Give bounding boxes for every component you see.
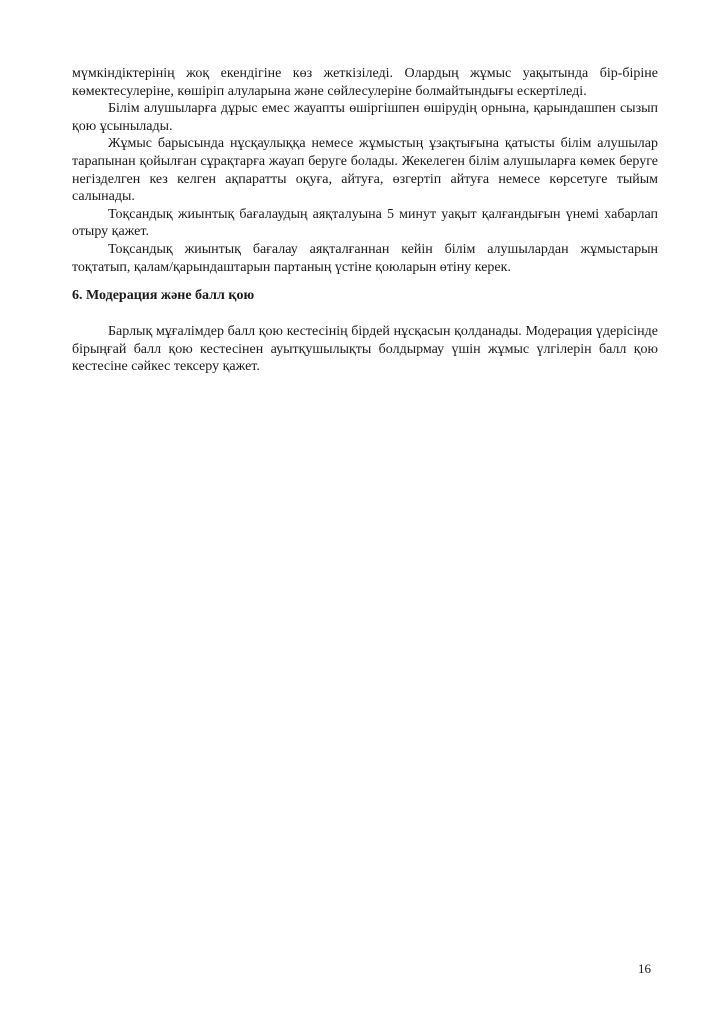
page-number: 16 [638,961,651,976]
paragraph-time-warning: Тоқсандық жиынтық бағалаудың аяқталуына 5 минут уақыт қалғандығын үнемі хабарлап отыру қажет. [72,206,658,240]
paragraph-end-of-assessment: Тоқсандық жиынтық бағалау аяқталғаннан кейін білім алушылардан жұмыстарын тоқтатып, қалам/қарындаштарын партаның үстіне қоюларын өтіну керек. [72,241,658,275]
paragraph-continuation: мүмкіндіктерінің жоқ екендігіне көз жеткізіледі. Олардың жұмыс уақытында бір-біріне көмектесулеріне, көшіріп алуларына және сөйлесулеріне болмайтындығы ескертіледі. [72,66,658,99]
paragraph-moderation: Барлық мұғалімдер балл қою кестесінің бірдей нұсқасын қолданады. Модерация үдерісінде бірыңғай балл қою кестесінен ауытқушылықты болдырмау үшін жұмыс үлгілерін балл қою кестесіне сәйкес тексеру қажет. [72,324,658,375]
paragraph-questions-policy: Жұмыс барысында нұсқаулыққа немесе жұмыстың ұзақтығына қатысты білім алушылар тарапынан қойылған сұрақтарға жауап беруге болады. Жекелеген білім алушыларға көмек беруге негізделген кез келген ақпаратты оқуға, айтуға, өзгертіп айтуға немесе көрсетуге тыйым салынады. [72,136,658,205]
body-text-continued [72,65,658,276]
paragraph-eraser-advice: Білім алушыларға дұрыс емес жауапты өшіргішпен өшірудің орнына, қарындашпен сызып қою ұсынылады. [72,101,658,134]
section-heading: 6. Модерация және балл қою [72,288,255,303]
section-body [72,323,658,376]
